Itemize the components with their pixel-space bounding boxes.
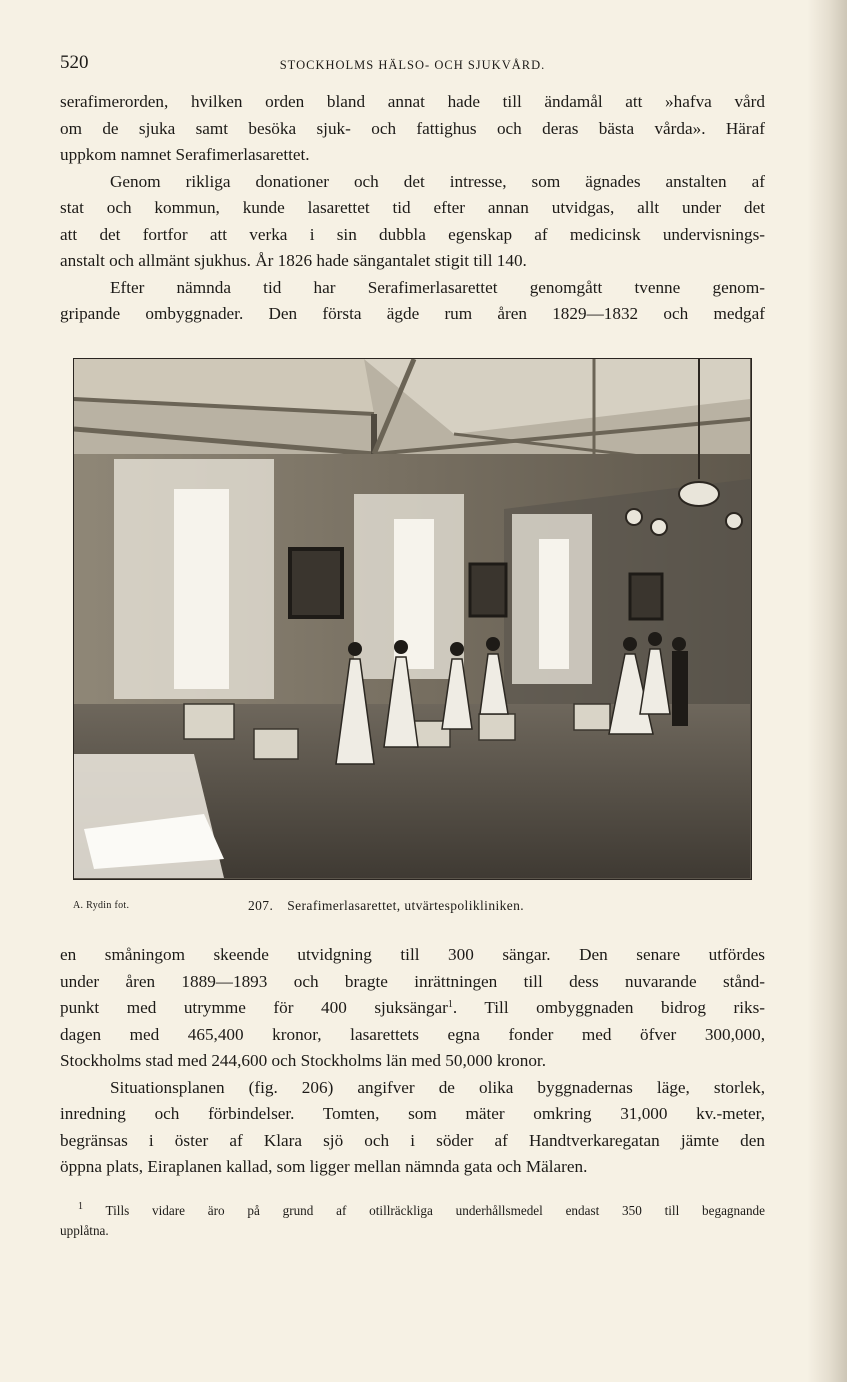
text-line: inredning och förbindelser. Tomten, som mäter omkring 31,000 kv.-meter,: [60, 1104, 765, 1123]
text-line: stat och kommun, kunde lasarettet tid efter annan utvidgas, allt under det: [60, 198, 765, 217]
text-line: Situationsplanen (fig. 206) angifver de olika byggnadernas läge, storlek,: [110, 1077, 765, 1097]
text-line: Stockholms stad med 244,600 och Stockholms län med 50,000 kronor.: [60, 1051, 546, 1070]
footnote: [60, 1201, 765, 1241]
running-head: STOCKHOLMS HÄLSO- OCH SJUKVÅRD.: [279, 58, 546, 72]
text-line: Genom rikliga donationer och det intresse, som ägnades anstalten af: [110, 171, 765, 191]
text-line: gripande ombyggnader. Den första ägde rum åren 1829—1832 och medgaf: [60, 304, 765, 323]
page-edge-shadow: [807, 0, 847, 1382]
caption-text: [248, 898, 524, 914]
photo-credit: A. Rydin fot.: [73, 900, 130, 911]
text-line: att det fortfor att verka i sin dubbla egenskap af medicinsk undervisnings-: [60, 224, 765, 244]
footnote-marker: 1: [78, 1201, 83, 1212]
body-text-bottom: [60, 942, 765, 1181]
text-line: dagen med 465,400 kronor, lasarettets egna fonder med öfver 300,000,: [60, 1024, 765, 1044]
footnote-line: upplåtna.: [60, 1223, 109, 1238]
text-line: punkt med utrymme för 400 sjuksängar$^1$. Till ombyggnaden bidrog riks-: [60, 998, 765, 1017]
text-line: om de sjuka samt besöka sjuk- och fattighus och deras bästa vårda». Häraf: [60, 118, 765, 138]
figure-title: Serafimerlasarettet, utvärtespolikliniken.: [287, 898, 525, 913]
page-number: 520: [60, 52, 89, 73]
text-line: en småningom skeende utvidgning till 300 sängar. Den senare utfördes: [60, 945, 765, 964]
figure-photograph: [73, 358, 752, 880]
body-text-top: [60, 89, 765, 328]
figure-caption: [60, 898, 765, 920]
page-header: [60, 52, 765, 78]
hospital-ward-illustration: [74, 359, 750, 878]
text-line: begränsas i öster af Klara sjö och i söder af Handtverkaregatan jämte den: [60, 1130, 765, 1150]
footnote-line: $^1$ Tills vidare äro på grund af otillräckliga underhållsmedel endast 350 till begagnande: [78, 1201, 766, 1218]
figure-number: 207.: [248, 898, 274, 913]
text-line: öppna plats, Eiraplanen kallad, som ligger mellan nämnda gata och Mälaren.: [60, 1157, 588, 1176]
text-line: Efter nämnda tid har Serafimerlasarettet genomgått tvenne genom-: [110, 277, 765, 297]
text-line: uppkom namnet Serafimerlasarettet.: [60, 145, 310, 164]
text-line: under åren 1889—1893 och bragte inrättningen till dess nuvarande stånd-: [60, 971, 765, 991]
text-line: anstalt och allmänt sjukhus. År 1826 hade sängantalet stigit till 140.: [60, 251, 527, 270]
footnote-reference: 1: [447, 999, 453, 1010]
text-line: serafimerorden, hvilken orden bland annat hade till ändamål att »hafva vård: [60, 92, 765, 111]
